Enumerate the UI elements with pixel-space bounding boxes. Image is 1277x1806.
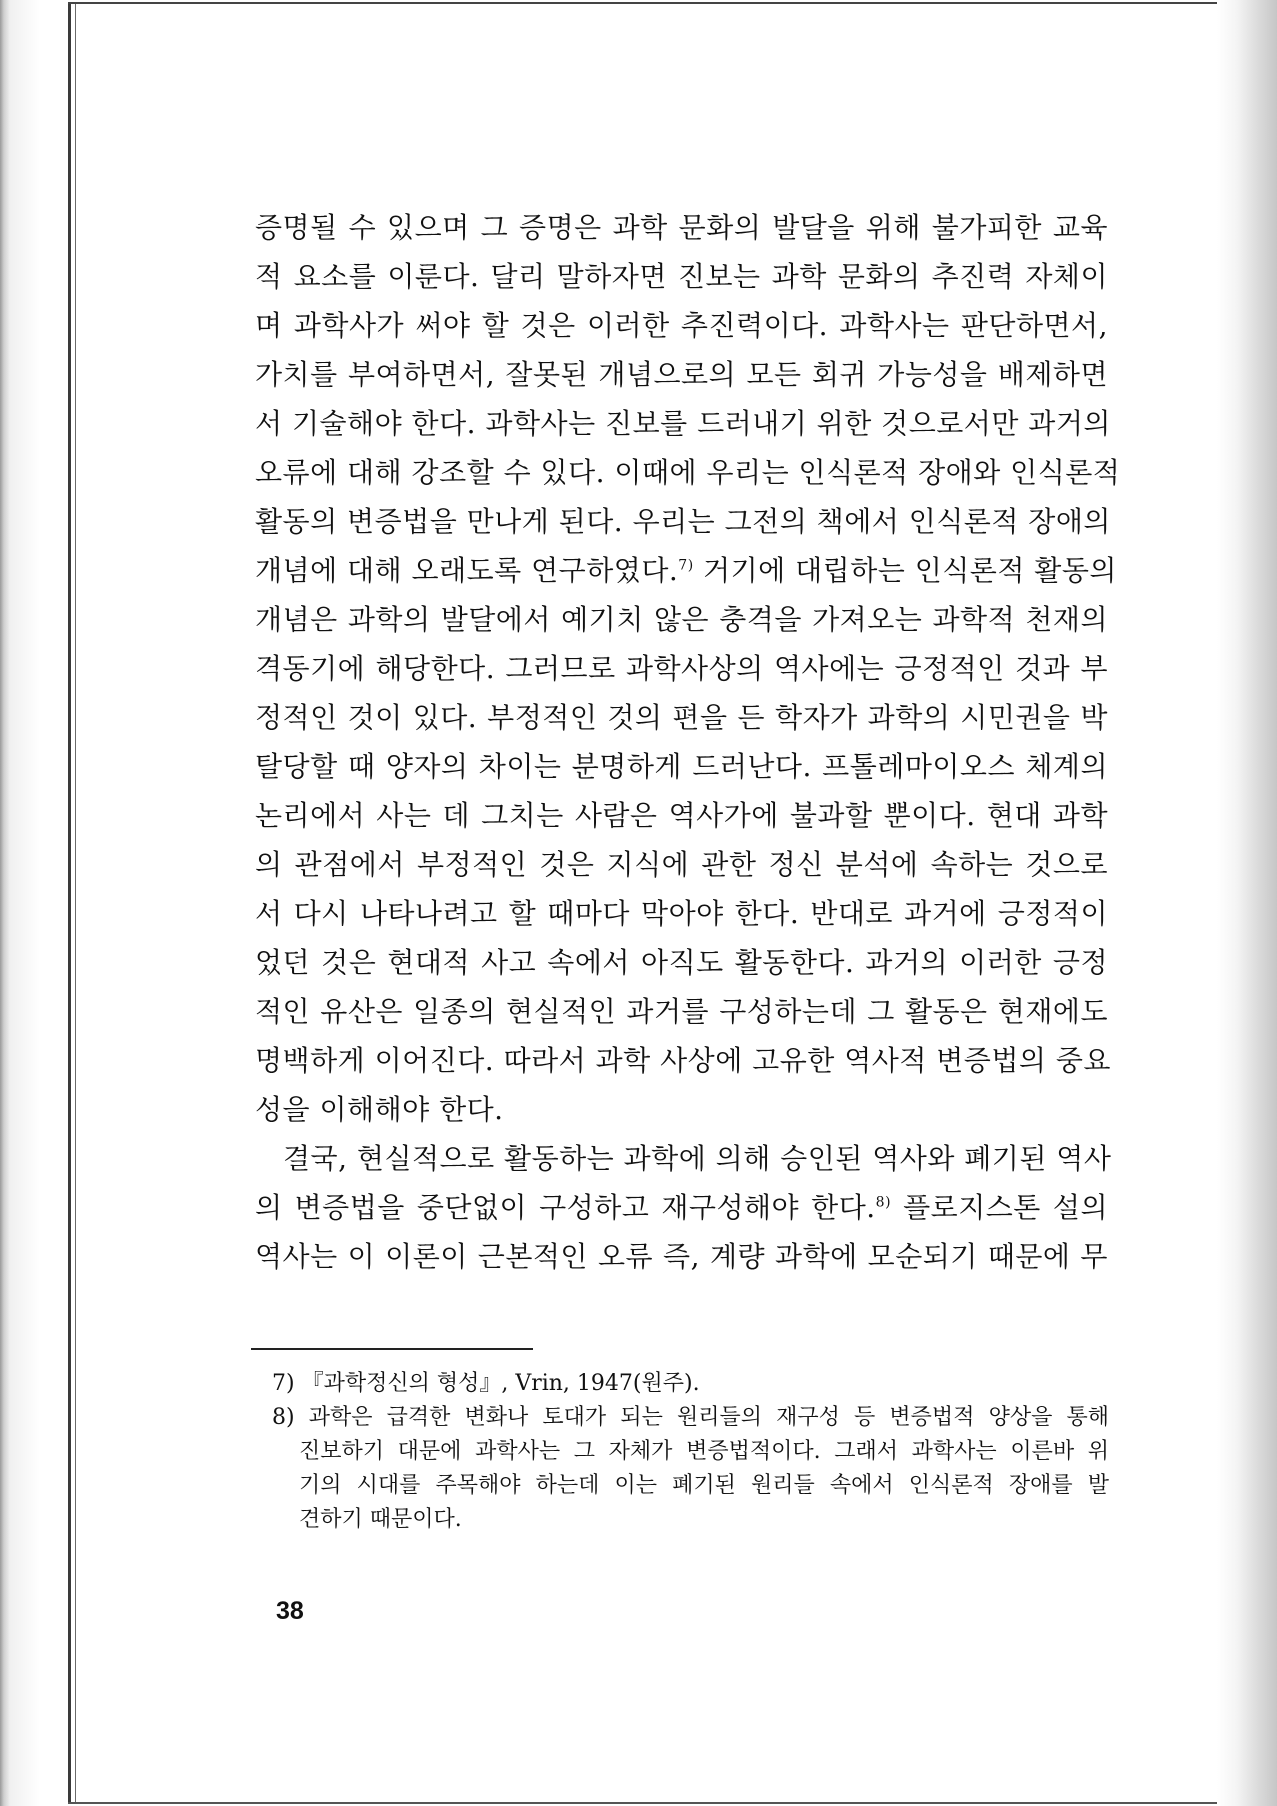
page-right-shadow — [1217, 0, 1277, 1806]
text-line: 서 다시 나타나려고 할 때마다 막아야 한다. 반대로 과거에 긍정적이 — [255, 897, 1108, 930]
page-top-edge — [68, 2, 1238, 4]
text-segment: 플로지스톤 설의 — [891, 1191, 1109, 1224]
page-bottom-edge — [68, 1802, 1238, 1804]
page-edge-line-inner — [75, 4, 76, 1802]
text-line: 활동의 변증법을 만나게 된다. 우리는 그전의 책에서 인식론적 장애의 — [255, 505, 1111, 538]
text-line: 적인 유산은 일종의 현실적인 과거를 구성하는데 그 활동은 현재에도 — [255, 995, 1108, 1028]
footnote-8-line: 견하기 때문이다. — [299, 1507, 462, 1532]
text-line — [255, 1183, 1108, 1232]
text-line: 결국, 현실적으로 활동하는 과학에 의해 승인된 역사와 폐기된 역사 — [283, 1142, 1112, 1175]
footnote-8-line: 기의 시대를 주목해야 하는데 이는 폐기된 원리들 속에서 인식론적 장애를 발 — [299, 1473, 1109, 1498]
text-line: 증명될 수 있으며 그 증명은 과학 문화의 발달을 위해 불가피한 교육 — [255, 211, 1108, 244]
text-line: 성을 이해해야 한다. — [255, 1093, 504, 1126]
text-line: 정적인 것이 있다. 부정적인 것의 편을 든 학자가 과학의 시민권을 박 — [255, 701, 1108, 734]
text-line: 오류에 대해 강조할 수 있다. 이때에 우리는 인식론적 장애와 인식론적 — [255, 456, 1121, 489]
page-number: 38 — [276, 1597, 304, 1625]
text-line: 서 기술해야 한다. 과학사는 진보를 드러내기 위한 것으로서만 과거의 — [255, 407, 1111, 440]
footnote-divider — [251, 1348, 533, 1350]
text-line: 의 관점에서 부정적인 것은 지식에 관한 정신 분석에 속하는 것으로 — [255, 848, 1108, 881]
text-segment: 개념에 대해 오래도록 연구하였다. — [255, 554, 679, 587]
footnote-ref-7[interactable]: 7) — [678, 557, 694, 574]
footnote-8-line: 진보하기 대문에 과학사는 그 자체가 변증법적이다. 그래서 과학사는 이른바 위 — [299, 1439, 1109, 1464]
text-line: 가치를 부여하면서, 잘못된 개념으로의 모든 회귀 가능성을 배제하면 — [255, 358, 1108, 391]
text-segment: 의 변증법을 중단없이 구성하고 재구성해야 한다. — [255, 1191, 876, 1224]
text-line: 역사는 이 이론이 근본적인 오류 즉, 계량 과학에 모순되기 때문에 무 — [255, 1240, 1108, 1273]
text-line: 격동기에 해당한다. 그러므로 과학사상의 역사에는 긍정적인 것과 부 — [255, 652, 1108, 685]
text-line: 탈당할 때 양자의 차이는 분명하게 드러난다. 프톨레마이오스 체계의 — [255, 750, 1108, 783]
footnote-8-line: 8) 과학은 급격한 변화나 토대가 되는 원리들의 재구성 등 변증법적 양상을 통해 — [272, 1405, 1109, 1430]
page-edge-line — [68, 2, 71, 1802]
text-line: 며 과학사가 써야 할 것은 이러한 추진력이다. 과학사는 판단하면서, — [255, 309, 1108, 342]
body-text — [255, 203, 1121, 1281]
text-line: 적 요소를 이룬다. 달리 말하자면 진보는 과학 문화의 추진력 자체이 — [255, 260, 1108, 293]
text-line: 논리에서 사는 데 그치는 사람은 역사가에 불과할 뿐이다. 현대 과학 — [255, 799, 1108, 832]
footnotes — [272, 1367, 1109, 1537]
footnote-ref-8[interactable]: 8) — [875, 1194, 892, 1211]
text-segment: 거기에 대립하는 인식론적 활동의 — [693, 554, 1117, 587]
text-line — [255, 546, 1117, 595]
text-line: 개념은 과학의 발달에서 예기치 않은 충격을 가져오는 과학적 천재의 — [255, 603, 1108, 636]
text-line: 었던 것은 현대적 사고 속에서 아직도 활동한다. 과거의 이러한 긍정 — [255, 946, 1108, 979]
footnote-7: 7) 『과학정신의 형성』, Vrin, 1947(원주). — [272, 1371, 700, 1396]
text-line: 명백하게 이어진다. 따라서 과학 사상에 고유한 역사적 변증법의 중요 — [255, 1044, 1111, 1077]
